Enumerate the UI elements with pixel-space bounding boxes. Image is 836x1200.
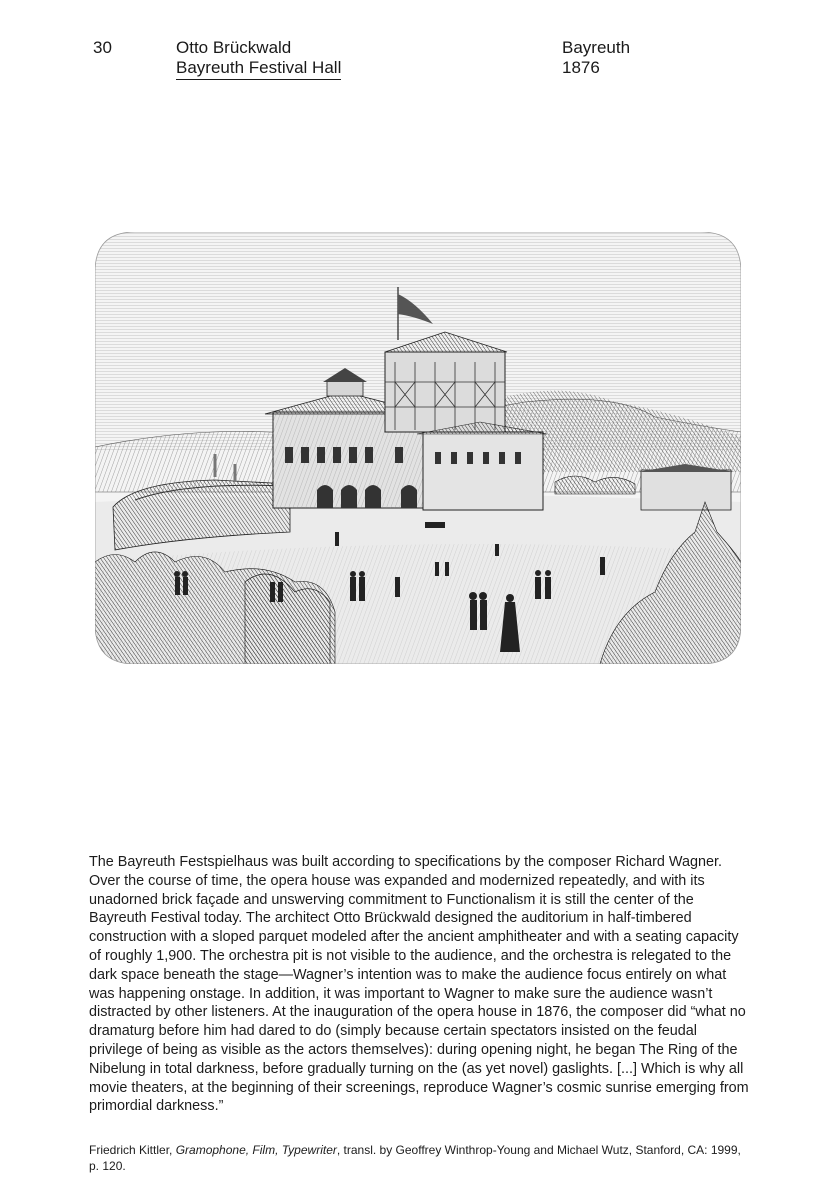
citation-author: Friedrich Kittler,	[89, 1143, 176, 1157]
building-name: Bayreuth Festival Hall	[176, 58, 341, 80]
year: 1876	[562, 58, 600, 77]
citation-details: , transl. by Geoffrey Winthrop-Young and Michael Wutz, Stanford, CA: 1999, p. 120.	[89, 1143, 741, 1173]
citation-title: Gramophone, Film, Typewriter	[175, 1143, 337, 1157]
city-name: Bayreuth	[562, 38, 631, 57]
header-title-block	[176, 38, 341, 80]
citation	[89, 1142, 751, 1174]
architect-name: Otto Brückwald	[176, 38, 292, 57]
festival-hall-engraving	[95, 232, 741, 664]
page-number: 30	[93, 38, 112, 57]
header-place-block	[562, 38, 630, 78]
body-paragraph: The Bayreuth Festspielhaus was built according to specifications by the composer Richard Wagner. Over the course of time, the opera house was expanded and modernized repeatedly, and with its unadorned brick façade and unswerving commitment to Functionalism it is still the center of the Bayreuth Festival today. The architect Otto Brückwald designed the auditorium in half-timbered construction with a sloped parquet modeled after the ancient amphitheater and with a seating capacity of roughly 1,900. The orchestra pit is not visible to the audience, and the orchestra is relegated to the dark space beneath the stage—Wagner’s intention was to make the audience focus entirely on what was happening onstage. In addition, it was important to Wagner to make sure the audience wasn’t distracted by other listeners. At the inauguration of the opera house in 1876, the composer did “what no dramaturg before him had dared to do (simply because certain spectators insisted on the feudal privilege of being as visible as the actors themselves): during opening night, he began The Ring of the Nibelung in total darkness, before gradually turning on the (as yet novel) gaslights. [...] Which is why all movie theaters, at the beginning of their screenings, reproduce Wagner’s cosmic sunrise emerging from primordial darkness.”	[89, 854, 749, 1115]
